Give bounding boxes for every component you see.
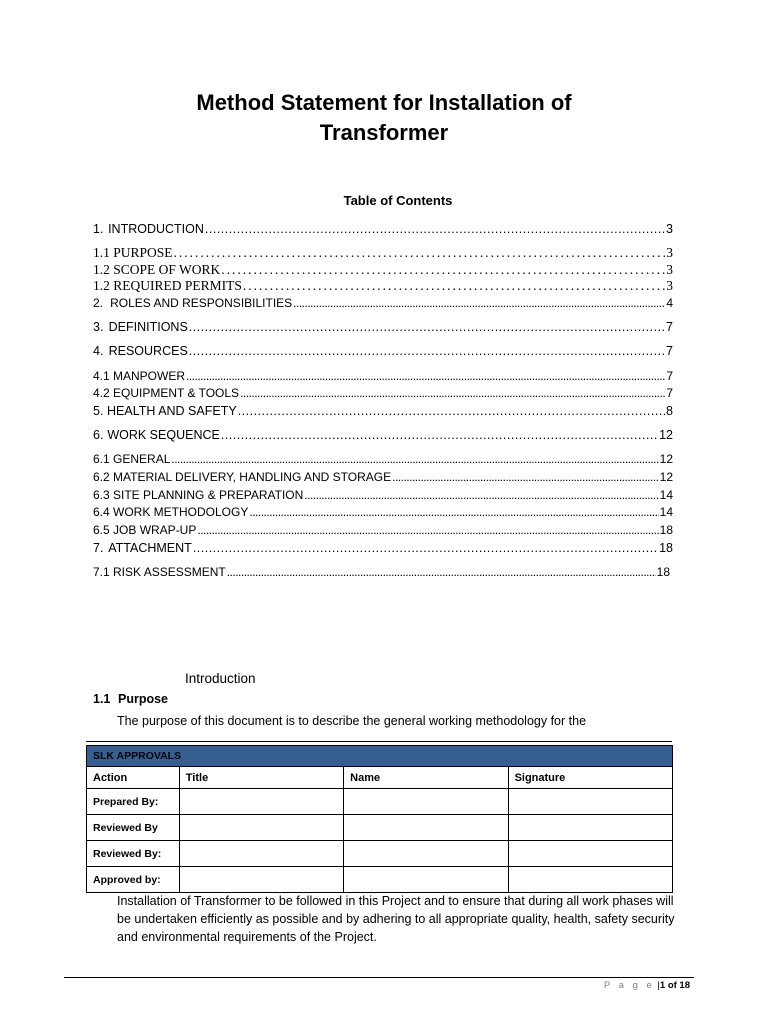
purpose-heading xyxy=(93,692,168,706)
toc-entry-label: ROLES AND RESPONSIBILITIES xyxy=(110,296,293,310)
purpose-paragraph-start: The purpose of this document is to describe the general working methodology for the xyxy=(117,714,587,728)
toc-entry-number: 4. xyxy=(93,344,104,358)
toc-entry-label: HEALTH AND SAFETY xyxy=(107,404,237,418)
page-footer xyxy=(604,980,690,991)
purpose-paragraph-continued: Installation of Transformer to be followed in this Project and to ensure that during all work phases will be undertaken efficiently as possible and by adhering to all appropriate quality, health, safety security and environmental requirements of the Project. xyxy=(117,894,675,944)
toc-entry[interactable] xyxy=(93,245,673,261)
column-header-title: Title xyxy=(179,767,343,789)
toc-entry-page: 3 xyxy=(666,278,673,293)
toc-entry[interactable] xyxy=(93,262,673,278)
toc-entry-page: 12 xyxy=(659,428,673,442)
toc-entry-page: 3 xyxy=(666,245,673,260)
page-number: 1 of 18 xyxy=(659,980,690,991)
toc-entry-label: 7.1 RISK ASSESSMENT xyxy=(93,565,226,579)
toc-leader-dots xyxy=(174,245,666,261)
toc-leader-dots xyxy=(186,369,665,383)
toc-leader-dots xyxy=(189,344,665,358)
toc-entry-label: 6.1 GENERAL xyxy=(93,452,171,466)
toc-entry-page: 12 xyxy=(659,470,673,484)
toc-entry[interactable] xyxy=(93,386,673,400)
toc-leader-dots xyxy=(304,488,658,502)
toc-leader-dots xyxy=(197,523,658,537)
toc-entry-page: 14 xyxy=(659,488,673,502)
introduction-heading: Introduction xyxy=(185,671,256,686)
title-cell[interactable] xyxy=(179,815,343,841)
action-cell: Prepared By: xyxy=(87,789,180,815)
action-cell: Reviewed By: xyxy=(87,841,180,867)
toc-entry-label: 1.1 PURPOSE xyxy=(93,245,173,260)
table-row xyxy=(87,815,673,841)
toc-leader-dots xyxy=(193,541,658,555)
toc-entry-label: 6.2 MATERIAL DELIVERY, HANDLING AND STORAGE xyxy=(93,470,392,484)
approvals-column-header-row xyxy=(87,767,673,789)
approvals-table xyxy=(86,745,673,893)
toc-entry-label: 1.2 REQUIRED PERMITS xyxy=(93,278,242,293)
toc-entry-page: 7 xyxy=(666,386,673,400)
toc-leader-dots xyxy=(227,565,656,579)
toc-entry[interactable] xyxy=(93,344,673,358)
toc-entry-label: ATTACHMENT xyxy=(108,541,192,555)
toc-entry-page: 7 xyxy=(666,320,673,334)
toc-leader-dots xyxy=(243,278,665,294)
table-row xyxy=(87,841,673,867)
toc-entry-label: INTRODUCTION xyxy=(108,222,204,236)
column-header-action: Action xyxy=(87,767,180,789)
name-cell[interactable] xyxy=(344,867,508,893)
toc-entry-page: 12 xyxy=(659,452,673,466)
action-cell: Reviewed By xyxy=(87,815,180,841)
toc-entry[interactable] xyxy=(93,505,673,519)
document-title xyxy=(0,88,768,148)
toc-entry-page: 3 xyxy=(666,222,673,236)
column-header-name: Name xyxy=(344,767,508,789)
table-row xyxy=(87,867,673,893)
toc-leader-dots xyxy=(392,470,659,484)
toc-leader-dots xyxy=(189,320,665,334)
toc-entry-page: 3 xyxy=(666,262,673,277)
title-line-2: Transformer xyxy=(319,120,449,145)
toc-entry-page: 18 xyxy=(659,541,673,555)
toc-entry-label: WORK SEQUENCE xyxy=(107,428,220,442)
signature-cell[interactable] xyxy=(508,815,672,841)
toc-entry[interactable] xyxy=(93,404,673,418)
toc-entry[interactable] xyxy=(93,523,673,537)
toc-entry-label: 4.1 MANPOWER xyxy=(93,369,186,383)
action-cell: Approved by: xyxy=(87,867,180,893)
toc-leader-dots xyxy=(293,296,665,310)
approvals-header: SLK APPROVALS xyxy=(87,746,673,767)
toc-entry-label: 6.4 WORK METHODOLOGY xyxy=(93,505,249,519)
toc-entry-number: 6. xyxy=(93,428,104,442)
table-top-rule xyxy=(86,741,672,742)
name-cell[interactable] xyxy=(344,789,508,815)
name-cell[interactable] xyxy=(344,841,508,867)
toc-entry-page: 14 xyxy=(659,505,673,519)
toc-entry-label: 6.5 JOB WRAP-UP xyxy=(93,523,197,537)
toc-entry-label: RESOURCES xyxy=(108,344,188,358)
title-line-1: Method Statement for Installation of xyxy=(196,90,572,115)
signature-cell[interactable] xyxy=(508,789,672,815)
signature-cell[interactable] xyxy=(508,841,672,867)
toc-entry[interactable] xyxy=(93,296,673,310)
toc-entry-page: 18 xyxy=(659,523,673,537)
toc-entry-page: 7 xyxy=(666,369,673,383)
toc-entry[interactable] xyxy=(93,488,673,502)
toc-leader-dots xyxy=(249,505,658,519)
purpose-section-title: Purpose xyxy=(118,692,169,706)
title-cell[interactable] xyxy=(179,789,343,815)
toc-entry[interactable] xyxy=(93,222,673,236)
toc-entry-page: 18 xyxy=(656,565,670,579)
toc-entry-label: DEFINITIONS xyxy=(108,320,188,334)
name-cell[interactable] xyxy=(344,815,508,841)
page-word: P a g e xyxy=(603,980,655,991)
table-row xyxy=(87,789,673,815)
toc-entry-page: 4 xyxy=(666,296,673,310)
toc-leader-dots xyxy=(171,452,658,466)
toc-leader-dots xyxy=(240,386,665,400)
title-cell[interactable] xyxy=(179,841,343,867)
approvals-header-row xyxy=(87,746,673,767)
toc-entry-label: 4.2 EQUIPMENT & TOOLS xyxy=(93,386,240,400)
toc-leader-dots xyxy=(205,222,665,236)
title-cell[interactable] xyxy=(179,867,343,893)
column-header-signature: Signature xyxy=(508,767,672,789)
toc-entry-page: 7 xyxy=(666,344,673,358)
toc-entry[interactable] xyxy=(93,541,673,555)
toc-leader-dots xyxy=(221,262,665,278)
toc-entry-number: 1. xyxy=(93,222,104,236)
page-separator: | xyxy=(657,980,660,991)
toc-leader-dots xyxy=(238,404,665,418)
signature-cell[interactable] xyxy=(508,867,672,893)
toc-entry-number: 7. xyxy=(93,541,104,555)
toc-entry[interactable] xyxy=(93,428,673,442)
toc-entry-page: 8 xyxy=(666,404,673,418)
toc-heading: Table of Contents xyxy=(343,193,453,208)
toc-entry-number: 2. xyxy=(93,296,104,310)
toc-entry[interactable] xyxy=(93,320,673,334)
toc-entry[interactable] xyxy=(93,452,673,466)
toc-entry[interactable] xyxy=(93,565,670,579)
toc-entry[interactable] xyxy=(93,369,673,383)
toc-entry-number: 5. xyxy=(93,404,104,418)
toc-entry-label: 6.3 SITE PLANNING & PREPARATION xyxy=(93,488,304,502)
footer-rule xyxy=(64,977,694,978)
toc-entry[interactable] xyxy=(93,470,673,484)
toc-entry[interactable] xyxy=(93,278,673,294)
toc-entry-number: 3. xyxy=(93,320,104,334)
toc-leader-dots xyxy=(221,428,658,442)
purpose-section-number: 1.1 xyxy=(93,692,111,706)
toc-entry-label: 1.2 SCOPE OF WORK xyxy=(93,262,221,277)
